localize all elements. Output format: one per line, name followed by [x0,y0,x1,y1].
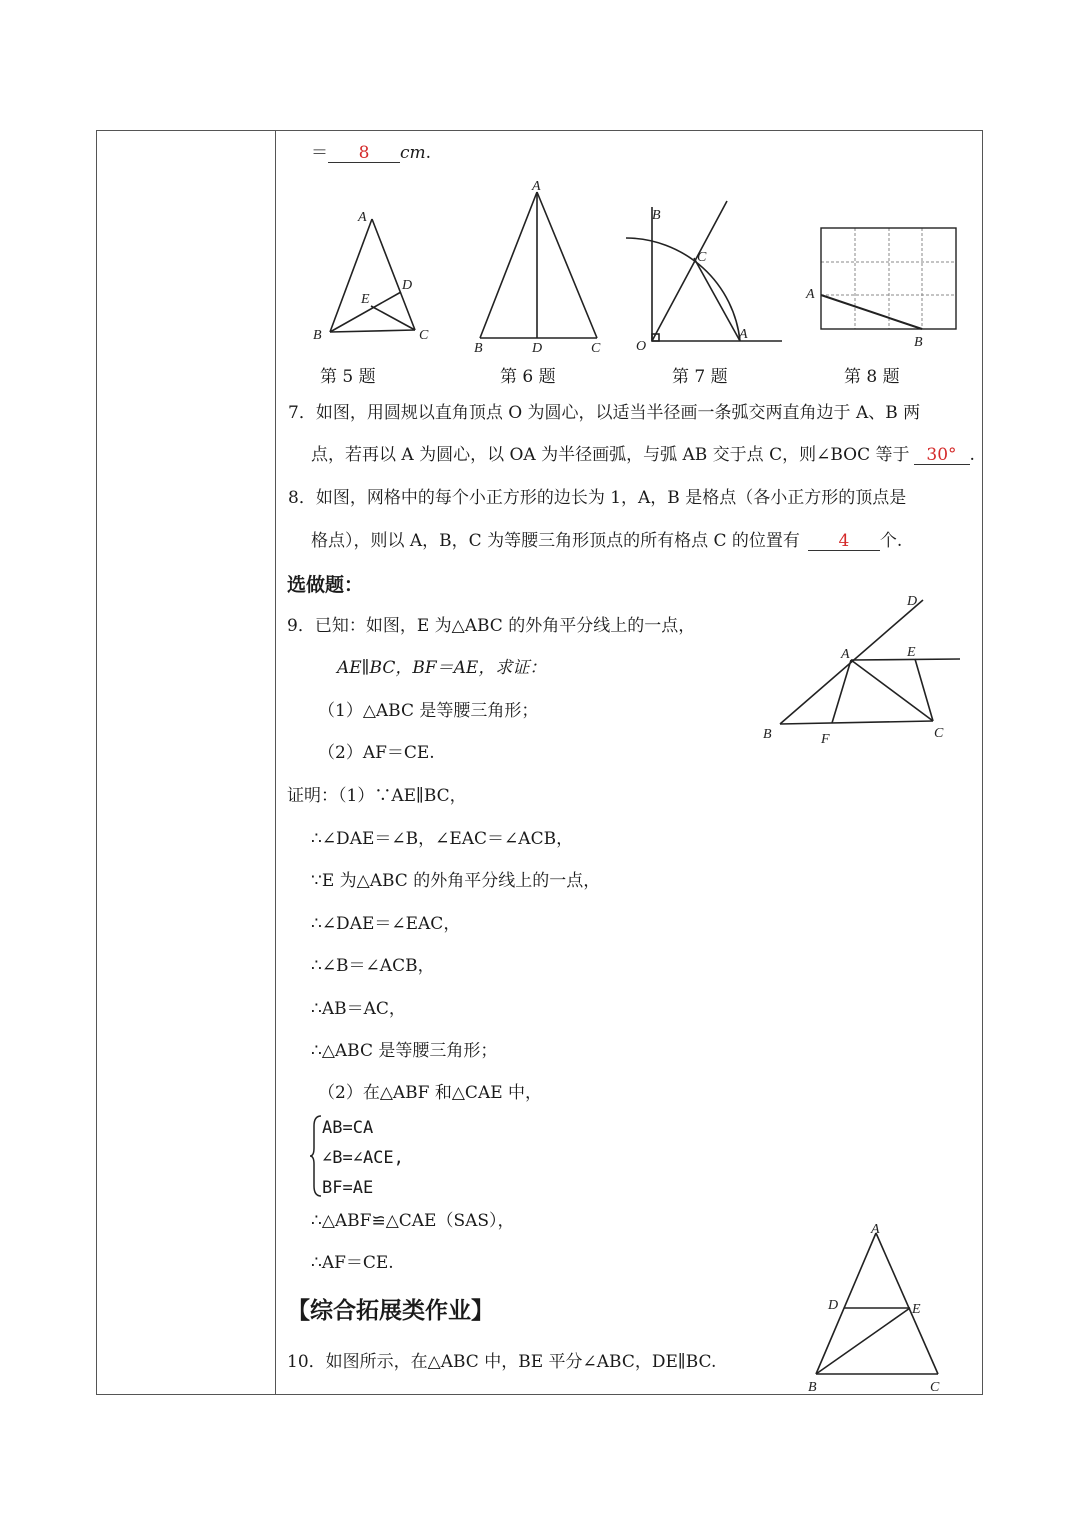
figure-8 [800,222,965,352]
proof-end-0: ∴△ABF≌△CAE（SAS）， [311,1211,515,1231]
q10-text: 10．如图所示，在△ABC 中，BE 平分∠ABC，DE∥BC. [287,1352,717,1372]
proof-line-6: ∴△ABC 是等腰三角形； [311,1041,498,1061]
period: . [969,445,975,465]
label-O: O [636,339,647,354]
label-B: B [914,335,923,350]
label-D: D [402,278,413,293]
label-D: D [907,594,918,609]
label-A: A [532,179,541,194]
label-D: D [532,341,543,356]
label-A: A [841,647,850,662]
figure-9 [755,588,965,748]
proof-line-1: ∴∠DAE＝∠B，∠EAC＝∠ACB， [311,829,574,849]
label-D: D [828,1298,839,1313]
proof-line-5: ∴AB＝AC， [311,999,406,1019]
q9-line1: 9．已知：如图，E 为△ABC 的外角平分线上的一点， [287,616,696,636]
system-brace [309,1114,323,1198]
q7-line2 [311,447,975,465]
answer-blank-q7: 30° [914,447,970,465]
label-C: C [930,1380,940,1395]
system-line-0: AB=CA [322,1118,374,1138]
q9-line2: AE∥BC，BF＝AE，求证： [337,658,547,678]
figure-5 [308,205,438,345]
column-divider [275,130,276,1395]
label-B: B [808,1380,817,1395]
equals-sign: ＝ [311,143,328,163]
label-C: C [419,328,429,343]
proof-line-4: ∴∠B＝∠ACB， [311,956,435,976]
label-A: A [806,287,815,302]
label-E: E [912,1302,921,1317]
answer-blank-top: 8 [328,145,400,163]
label-C: C [591,341,601,356]
q8-line2 [311,533,902,551]
optional-heading: 选做题： [287,574,364,596]
figure-7 [622,195,787,355]
q7-line1: 7．如图，用圆规以直角顶点 O 为圆心，以适当半径画一条弧交两直角边于 A、B 两 [288,403,921,423]
label-F: F [821,732,830,747]
q8-text: 格点），则以 A，B，C 为等腰三角形顶点的所有格点 C 的位置有 [311,531,800,551]
proof-end-1: ∴AF＝CE. [311,1253,394,1273]
caption-fig8: 第 8 题 [844,367,900,387]
proof-line-7: （2）在△ABF 和△CAE 中， [318,1083,543,1103]
figure-10 [800,1215,955,1397]
label-B: B [763,727,772,742]
system-line-1: ∠B=∠ACE, [322,1148,404,1168]
q9-part1: （1）△ABC 是等腰三角形； [318,701,539,721]
caption-fig5: 第 5 题 [320,367,376,387]
answer-line-top [311,145,431,163]
q8-line1: 8．如图，网格中的每个小正方形的边长为 1，A，B 是格点（各小正方形的顶点是 [288,488,907,508]
unit-text: cm [400,143,426,163]
label-C: C [697,250,707,265]
period: . [425,143,432,163]
section-heading: 【综合拓展类作业】 [287,1297,494,1324]
proof-line-2: ∵E 为△ABC 的外角平分线上的一点， [311,871,601,891]
caption-fig6: 第 6 题 [500,367,556,387]
proof-line-0: 证明：（1）∵AE∥BC， [287,786,467,806]
figure-6 [470,178,610,358]
label-A: A [358,210,367,225]
label-B: B [313,328,322,343]
label-B: B [474,341,483,356]
proof-line-3: ∴∠DAE＝∠EAC， [311,914,461,934]
system-line-2: BF=AE [322,1178,374,1198]
label-E: E [361,292,370,307]
label-B: B [652,208,661,223]
answer-blank-q8: 4 [808,533,880,551]
label-C: C [934,726,944,741]
q7-text: 点，若再以 A 为圆心，以 OA 为半径画弧，与弧 AB 交于点 C，则∠BOC 等于 [311,445,910,465]
label-E: E [907,645,916,660]
label-A: A [739,327,748,342]
label-A: A [871,1222,880,1237]
q9-part2: （2）AF＝CE. [318,743,435,763]
caption-fig7: 第 7 题 [672,367,728,387]
q8-end: 个. [879,531,903,551]
